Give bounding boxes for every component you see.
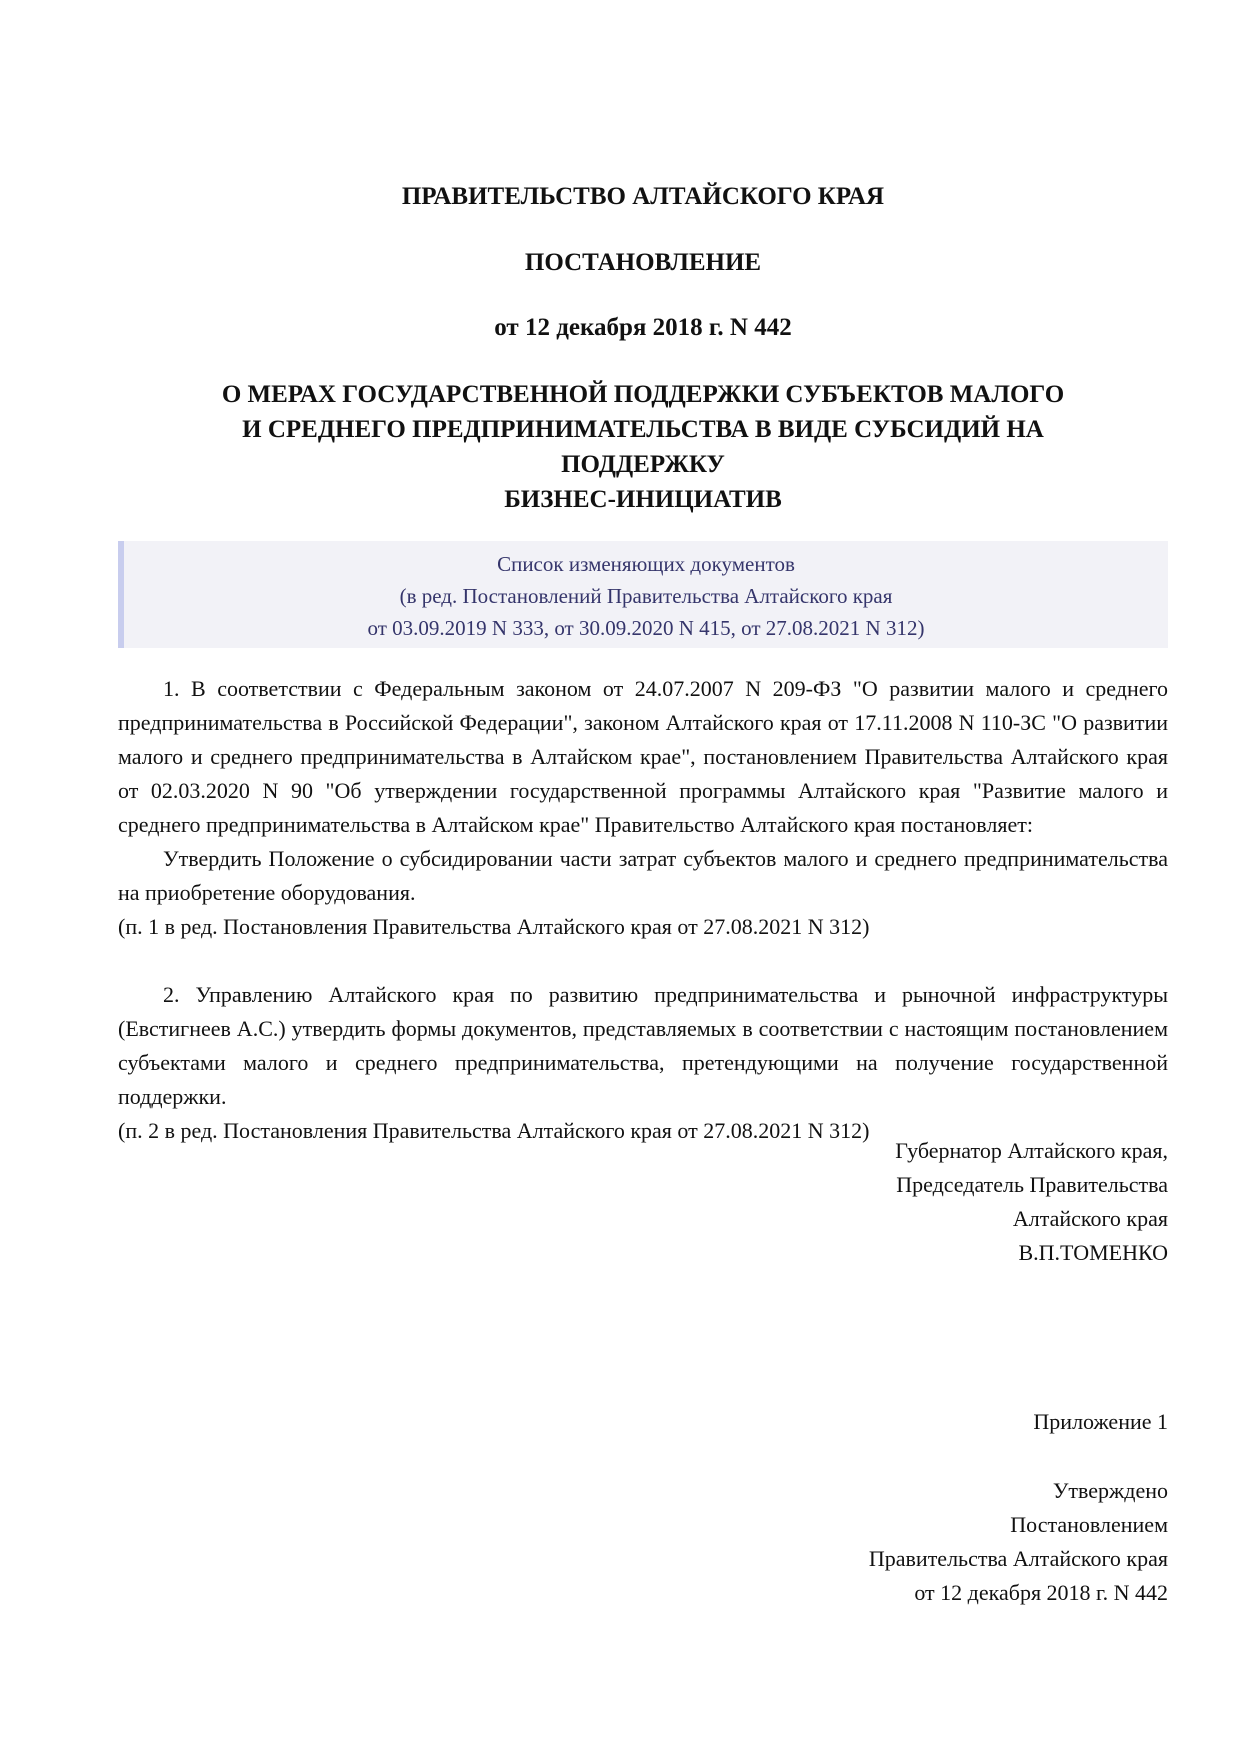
signatory-name: В.П.ТОМЕНКО (1018, 1240, 1168, 1265)
approval-line: Правительства Алтайского края (868, 1546, 1168, 1571)
approval-line: Утверждено (1052, 1478, 1168, 1503)
heading-line: И СРЕДНЕГО ПРЕДПРИНИМАТЕЛЬСТВА В ВИДЕ СУБСИДИЙ НА (242, 416, 1044, 443)
approval-line: от 12 декабря 2018 г. N 442 (914, 1580, 1168, 1605)
amendments-line: от 03.09.2019 N 333, от 30.09.2020 N 415, от 27.08.2021 N 312) (367, 616, 925, 640)
signature-line: Председатель Правительства (896, 1172, 1168, 1197)
approval-block (869, 1474, 1168, 1610)
paragraph-1-approve-text: Утвердить Положение о субсидировании части затрат субъектов малого и среднего предпринимательства на приобретение оборудования. (118, 846, 1168, 905)
paragraph-1-edit-note: (п. 1 в ред. Постановления Правительства Алтайского края от 27.08.2021 N 312) (118, 914, 870, 939)
paragraph-1 (118, 672, 1168, 842)
heading-line: О МЕРАХ ГОСУДАРСТВЕННОЙ ПОДДЕРЖКИ СУБЪЕКТОВ МАЛОГО (221, 381, 1065, 408)
signature-block (895, 1134, 1168, 1270)
paragraph-1-text: 1. В соответствии с Федеральным законом от 24.07.2007 N 209-ФЗ "О развитии малого и среднего предпринимательства в Российской Федерации", законом Алтайского края от 17.11.2008 N 110-ЗС "О развитии малого и среднего предпринимательства в Алтайском крае", постановлением Правительства Алтайского края от 02.03.2020 N 90 "Об утверждении государственной программы Алтайского края "Развитие малого и среднего предпринимательства в Алтайском крае" Правительство Алтайского края постановляет: (118, 676, 1168, 837)
appendix-label: Приложение 1 (1033, 1409, 1168, 1434)
heading-line: БИЗНЕС-ИНИЦИАТИВ (504, 486, 782, 513)
paragraph-2 (118, 978, 1168, 1148)
approval-line: Постановлением (1010, 1512, 1168, 1537)
document-heading (118, 377, 1168, 517)
paragraph-1-sub (118, 842, 1168, 944)
amendments-title: Список изменяющих документов (497, 552, 795, 576)
amendments-line: (в ред. Постановлений Правительства Алтайского края (399, 584, 893, 608)
paragraph-2-text: 2. Управлению Алтайского края по развитию предпринимательства и рыночной инфраструктуры (Евстигнеев А.С.) утвердить формы документов, представляемых в соответствии с настоящим постановлением субъектами малого и среднего предпринимательства, претендующими на получение государственной поддержки. (118, 982, 1168, 1109)
signature-line: Губернатор Алтайского края, (895, 1138, 1168, 1163)
paragraph-2-edit-note: (п. 2 в ред. Постановления Правительства Алтайского края от 27.08.2021 N 312) (118, 1118, 870, 1143)
document-type: ПОСТАНОВЛЕНИЕ (524, 249, 762, 276)
government-title: ПРАВИТЕЛЬСТВО АЛТАЙСКОГО КРАЯ (401, 183, 885, 210)
heading-line: ПОДДЕРЖКУ (561, 451, 725, 478)
signature-line: Алтайского края (1012, 1206, 1168, 1231)
amendments-box (118, 541, 1168, 648)
document-date-number: от 12 декабря 2018 г. N 442 (494, 314, 792, 341)
